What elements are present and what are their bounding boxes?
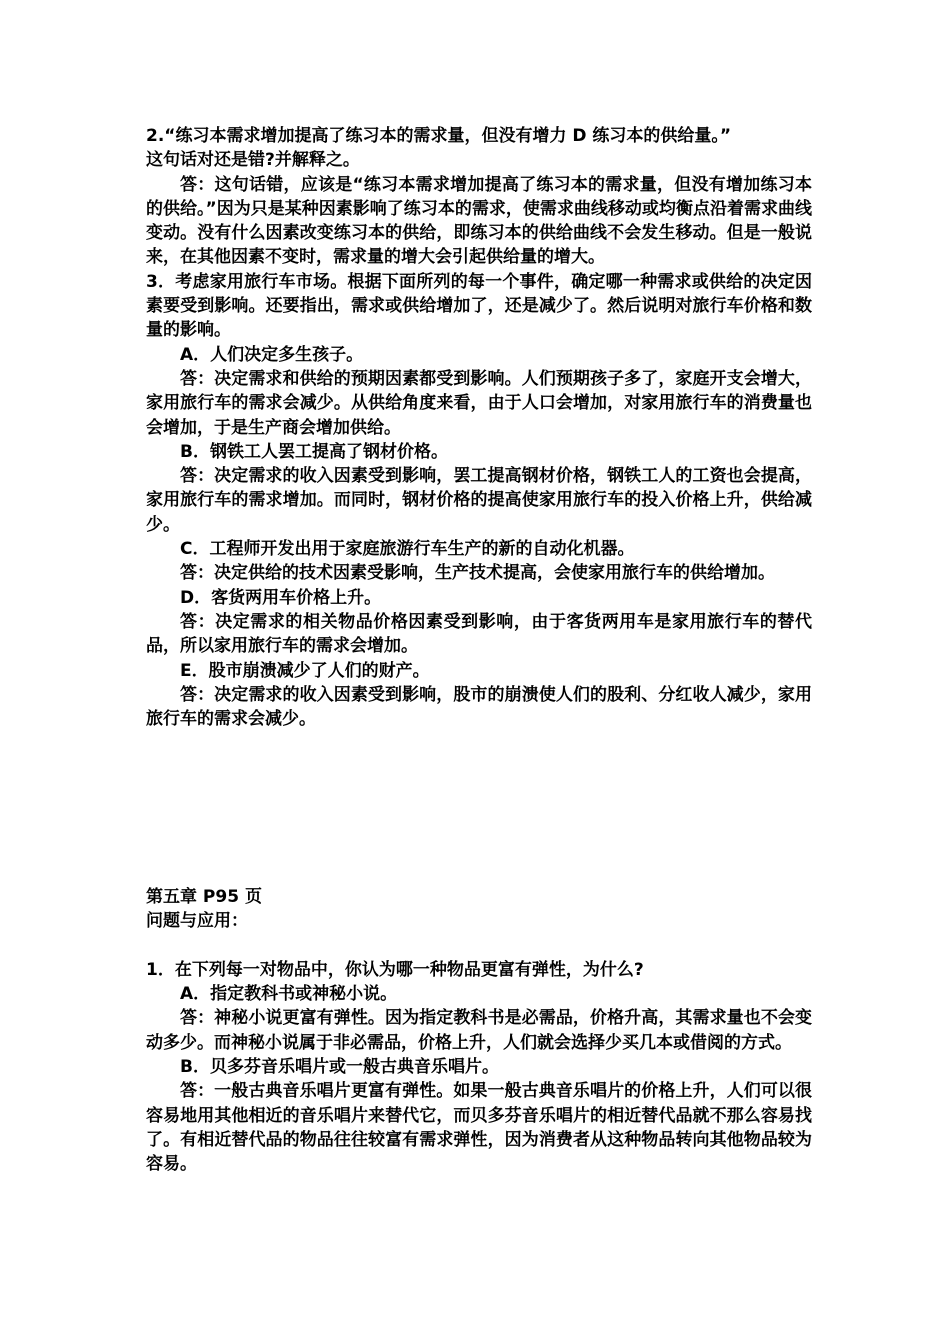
blank-line [146, 934, 812, 958]
item-c-label: C．工程师开发出用于家庭旅游行车生产的新的自动化机器。 [180, 539, 635, 560]
chapter-subtitle: 问题与应用： [146, 911, 248, 932]
item-a-label: A．指定教科书或神秘小说。 [180, 984, 398, 1005]
item-d-answer: 答：决定需求的相关物品价格因素受到影响，由于客货两用车是家用旅行车的替代品，所以家用旅行车的需求会增加。 [146, 611, 812, 657]
item-b-answer: 答：决定需求的收入因素受到影响，罢工提高钢材价格，钢铁工人的工资也会提高，家用旅行车的需求增加。而同时，钢材价格的提高使家用旅行车的投入价格上升，供给减少。 [146, 466, 812, 535]
item-a-answer: 答：神秘小说更富有弹性。因为指定教科书是必需品，价格升高，其需求量也不会变动多少。而神秘小说属于非必需品，价格上升，人们就会选择少买几本或借阅的方式。 [146, 1008, 812, 1053]
item-c-answer: 答：决定供给的技术因素受影响，生产技术提高，会使家用旅行车的供给增加。 [180, 563, 775, 584]
question-2-answer: 答：这句话错，应该是“练习本需求增加提高了练习本的需求量，但没有增加练习本的供给。”因为只是某种因素影响了练习本的需求，使需求曲线移动或均衡点沿着需求曲线变动。没有什么因素改变练习本的供给，即练习本的供给曲线不会发生移动。但是一般说来，在其他因素不变时，需求量的增大会引起供给量的增大。 [146, 174, 812, 268]
question-3-text: 3．考虑家用旅行车市场。根据下面所列的每一个事件，确定哪一种需求或供给的决定因素要受到影响。还要指出，需求或供给增加了，还是减少了。然后说明对旅行车价格和数量的影响。 [146, 271, 812, 341]
item-e-label: E．股市崩溃减少了人们的财产。 [180, 660, 430, 681]
item-a-label: A．人们决定多生孩子。 [180, 344, 364, 365]
item-b-answer: 答：一般古典音乐唱片更富有弹性。如果一般古典音乐唱片的价格上升，人们可以很容易地用其他相近的音乐唱片来替代它，而贝多芬音乐唱片的相近替代品就不那么容易找了。有相近替代品的物品往往较富有需求弹性，因为消费者从这种物品转向其他物品较为容易。 [146, 1081, 812, 1175]
item-e-answer: 答：决定需求的收入因素受到影响，股市的崩溃使人们的股利、分红收人减少，家用旅行车的需求会减少。 [146, 684, 812, 730]
question-1-text: 1．在下列每一对物品中，你认为哪一种物品更富有弹性，为什么? [146, 959, 644, 980]
item-b-label: B．钢铁工人罢工提高了钢材价格。 [180, 441, 448, 462]
item-a-answer: 答：决定需求和供给的预期因素都受到影响。人们预期孩子多了，家庭开支会增大，家用旅行车的需求会减少。从供给角度来看，由于人口会增加，对家用旅行车的消费量也会增加，于是生产商会增加供给。 [146, 368, 812, 438]
item-d-label: D．客货两用车价格上升。 [180, 587, 382, 608]
question-2-line-1: 2.“练习本需求增加提高了练习本的需求量，但没有增力 D 练习本的供给量。” [146, 126, 732, 146]
question-2-line-2: 这句话对还是错?并解释之。 [146, 150, 360, 171]
section-chapter-5 [146, 885, 812, 1177]
chapter-heading: 第五章 P95 页 [146, 887, 262, 907]
item-b-label: B．贝多芬音乐唱片或一般古典音乐唱片。 [180, 1057, 499, 1078]
section-supply-demand [146, 124, 812, 731]
